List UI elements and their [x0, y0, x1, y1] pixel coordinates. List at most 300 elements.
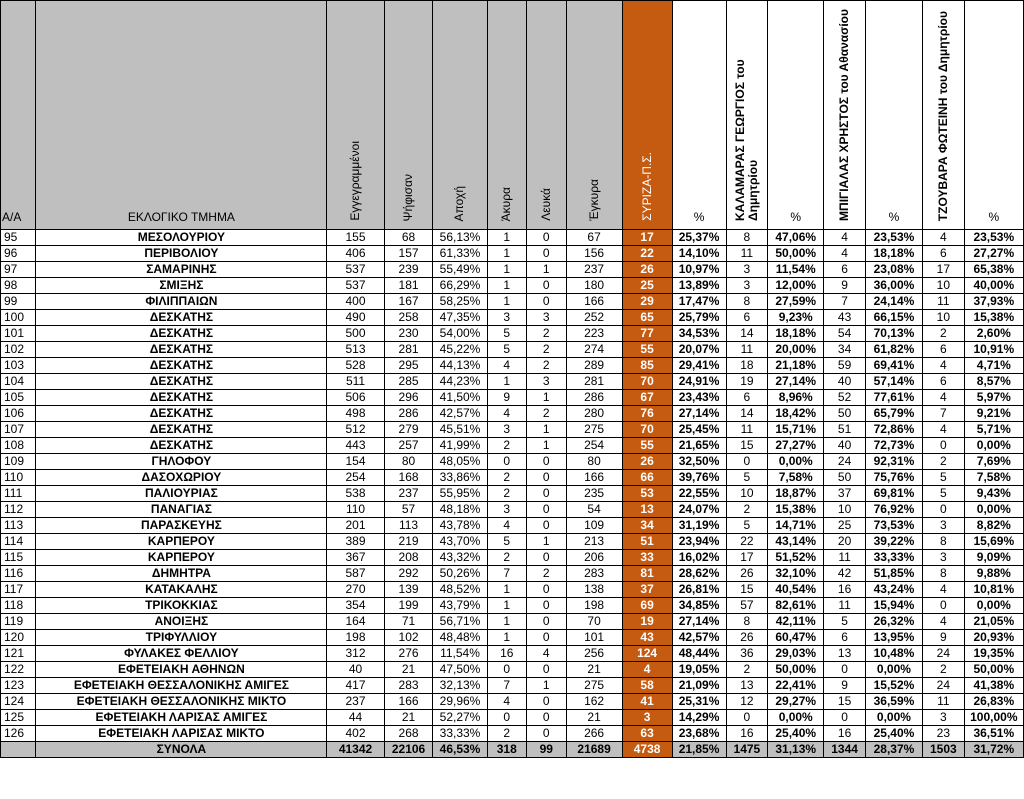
table-row [1, 646, 1024, 662]
row-cand1-pct: 50,00% [768, 246, 824, 262]
row-akyra: 1 [487, 294, 527, 310]
row-syriza: 3 [622, 710, 672, 726]
row-syriza-pct: 10,97% [672, 262, 726, 278]
row-eggegrammenoi: 201 [327, 518, 384, 534]
row-cand2-votes: 6 [824, 262, 866, 278]
row-aa: 106 [1, 406, 36, 422]
row-syriza: 37 [622, 582, 672, 598]
row-cand1-votes: 2 [726, 502, 768, 518]
table-row [1, 534, 1024, 550]
row-egkyra: 213 [566, 534, 622, 550]
row-cand2-votes: 9 [824, 678, 866, 694]
row-psifisan: 257 [384, 438, 433, 454]
row-aa: 105 [1, 390, 36, 406]
total-egkyra: 21689 [566, 742, 622, 758]
row-cand1-pct: 51,52% [768, 550, 824, 566]
row-aa: 112 [1, 502, 36, 518]
table-row [1, 550, 1024, 566]
header-cand3: ΤΖΟΥΒΑΡΑ ΦΩΤΕΙΝΗ του Δημητρίου [923, 1, 965, 230]
row-cand2-votes: 5 [824, 614, 866, 630]
row-tmima: ΤΡΙΚΟΚΚΙΑΣ [36, 598, 327, 614]
row-cand2-pct: 18,18% [865, 246, 922, 262]
row-syriza-pct: 25,45% [672, 422, 726, 438]
row-cand2-pct: 92,31% [865, 454, 922, 470]
row-tmima: ΔΑΣΟΧΩΡΙΟΥ [36, 470, 327, 486]
row-cand2-votes: 34 [824, 342, 866, 358]
header-leyka: Λευκά [527, 1, 567, 230]
row-leyka: 4 [527, 646, 567, 662]
row-syriza: 43 [622, 630, 672, 646]
row-leyka: 0 [527, 598, 567, 614]
row-syriza: 85 [622, 358, 672, 374]
row-cand3-pct: 15,38% [964, 310, 1023, 326]
row-syriza-pct: 16,02% [672, 550, 726, 566]
row-syriza-pct: 31,19% [672, 518, 726, 534]
row-cand2-votes: 4 [824, 230, 866, 246]
row-cand1-pct: 11,54% [768, 262, 824, 278]
row-syriza: 51 [622, 534, 672, 550]
row-cand2-pct: 70,13% [865, 326, 922, 342]
row-egkyra: 198 [566, 598, 622, 614]
row-cand1-votes: 57 [726, 598, 768, 614]
row-syriza-pct: 27,14% [672, 614, 726, 630]
row-apoxi: 43,70% [433, 534, 487, 550]
row-tmima: ΔΕΣΚΑΤΗΣ [36, 358, 327, 374]
row-leyka: 0 [527, 246, 567, 262]
header-cand2: ΜΠΙΓΙΑΛΑΣ ΧΡΗΣΤΟΣ του Αθανασίου [824, 1, 866, 230]
row-tmima: ΔΕΣΚΑΤΗΣ [36, 310, 327, 326]
row-aa: 95 [1, 230, 36, 246]
row-cand1-votes: 13 [726, 678, 768, 694]
row-aa: 111 [1, 486, 36, 502]
row-akyra: 4 [487, 406, 527, 422]
row-eggegrammenoi: 506 [327, 390, 384, 406]
row-eggegrammenoi: 537 [327, 262, 384, 278]
row-apoxi: 61,33% [433, 246, 487, 262]
row-egkyra: 138 [566, 582, 622, 598]
row-eggegrammenoi: 513 [327, 342, 384, 358]
row-leyka: 3 [527, 310, 567, 326]
row-cand3-pct: 7,69% [964, 454, 1023, 470]
row-akyra: 5 [487, 342, 527, 358]
row-cand3-pct: 9,43% [964, 486, 1023, 502]
row-cand2-votes: 0 [824, 710, 866, 726]
header-cand1: ΚΑΛΑΜΑΡΑΣ ΓΕΩΡΓΙΟΣ του Δημητρίου [726, 1, 768, 230]
row-egkyra: 166 [566, 294, 622, 310]
row-eggegrammenoi: 312 [327, 646, 384, 662]
row-cand3-votes: 3 [923, 710, 965, 726]
row-akyra: 1 [487, 582, 527, 598]
row-syriza-pct: 48,44% [672, 646, 726, 662]
row-cand2-votes: 37 [824, 486, 866, 502]
table-row [1, 422, 1024, 438]
row-aa: 110 [1, 470, 36, 486]
row-tmima: ΔΕΣΚΑΤΗΣ [36, 390, 327, 406]
row-apoxi: 43,78% [433, 518, 487, 534]
table-row [1, 358, 1024, 374]
row-tmima: ΑΝΟΙΞΗΣ [36, 614, 327, 630]
totals-row [1, 742, 1024, 758]
row-syriza-pct: 23,94% [672, 534, 726, 550]
row-cand1-votes: 5 [726, 470, 768, 486]
header-syriza: ΣΥΡΙΖΑ-Π.Σ. [622, 1, 672, 230]
row-cand3-votes: 8 [923, 534, 965, 550]
table-row [1, 230, 1024, 246]
row-psifisan: 168 [384, 470, 433, 486]
row-cand1-votes: 26 [726, 566, 768, 582]
row-apoxi: 48,52% [433, 582, 487, 598]
row-cand1-votes: 6 [726, 390, 768, 406]
row-cand3-votes: 24 [923, 678, 965, 694]
row-cand3-votes: 0 [923, 598, 965, 614]
row-apoxi: 58,25% [433, 294, 487, 310]
row-cand2-votes: 40 [824, 438, 866, 454]
table-row [1, 262, 1024, 278]
row-syriza-pct: 17,47% [672, 294, 726, 310]
row-syriza-pct: 39,76% [672, 470, 726, 486]
row-leyka: 0 [527, 518, 567, 534]
header-eggegrammenoi: Εγγεγραμμένοι [327, 1, 384, 230]
row-leyka: 0 [527, 230, 567, 246]
row-tmima: ΕΦΕΤΕΙΑΚΗ ΑΘΗΝΩΝ [36, 662, 327, 678]
row-cand1-pct: 7,58% [768, 470, 824, 486]
row-syriza-pct: 19,05% [672, 662, 726, 678]
row-psifisan: 281 [384, 342, 433, 358]
row-aa: 113 [1, 518, 36, 534]
total-cand1-votes: 1475 [726, 742, 768, 758]
row-egkyra: 280 [566, 406, 622, 422]
row-akyra: 5 [487, 534, 527, 550]
row-egkyra: 206 [566, 550, 622, 566]
row-cand3-votes: 4 [923, 614, 965, 630]
row-eggegrammenoi: 254 [327, 470, 384, 486]
row-cand1-pct: 27,59% [768, 294, 824, 310]
row-leyka: 1 [527, 438, 567, 454]
row-leyka: 0 [527, 454, 567, 470]
row-aa: 98 [1, 278, 36, 294]
row-eggegrammenoi: 417 [327, 678, 384, 694]
row-cand2-votes: 51 [824, 422, 866, 438]
row-cand1-pct: 18,18% [768, 326, 824, 342]
row-leyka: 0 [527, 582, 567, 598]
row-cand2-votes: 13 [824, 646, 866, 662]
row-cand3-pct: 41,38% [964, 678, 1023, 694]
row-egkyra: 54 [566, 502, 622, 518]
row-cand2-pct: 36,00% [865, 278, 922, 294]
row-aa: 115 [1, 550, 36, 566]
row-psifisan: 239 [384, 262, 433, 278]
row-cand2-votes: 7 [824, 294, 866, 310]
header-pct-cand1: % [768, 1, 824, 230]
row-cand3-votes: 6 [923, 342, 965, 358]
row-psifisan: 199 [384, 598, 433, 614]
row-cand3-pct: 50,00% [964, 662, 1023, 678]
row-syriza: 17 [622, 230, 672, 246]
row-aa: 122 [1, 662, 36, 678]
row-cand1-votes: 11 [726, 246, 768, 262]
row-egkyra: 223 [566, 326, 622, 342]
row-cand2-pct: 15,94% [865, 598, 922, 614]
row-cand3-pct: 5,97% [964, 390, 1023, 406]
row-psifisan: 166 [384, 694, 433, 710]
row-cand3-pct: 26,83% [964, 694, 1023, 710]
row-cand2-votes: 0 [824, 662, 866, 678]
row-syriza: 69 [622, 598, 672, 614]
row-syriza: 55 [622, 438, 672, 454]
row-akyra: 2 [487, 470, 527, 486]
row-syriza-pct: 24,91% [672, 374, 726, 390]
total-psifisan: 22106 [384, 742, 433, 758]
row-egkyra: 235 [566, 486, 622, 502]
row-apoxi: 48,48% [433, 630, 487, 646]
row-cand1-votes: 11 [726, 342, 768, 358]
row-egkyra: 274 [566, 342, 622, 358]
row-aa: 107 [1, 422, 36, 438]
row-cand1-votes: 8 [726, 230, 768, 246]
row-egkyra: 283 [566, 566, 622, 582]
row-cand1-pct: 0,00% [768, 454, 824, 470]
table-row [1, 294, 1024, 310]
total-aa [1, 742, 36, 758]
row-egkyra: 21 [566, 710, 622, 726]
row-cand1-pct: 21,18% [768, 358, 824, 374]
row-psifisan: 219 [384, 534, 433, 550]
row-eggegrammenoi: 490 [327, 310, 384, 326]
row-psifisan: 296 [384, 390, 433, 406]
row-aa: 96 [1, 246, 36, 262]
row-eggegrammenoi: 443 [327, 438, 384, 454]
row-psifisan: 113 [384, 518, 433, 534]
row-leyka: 3 [527, 374, 567, 390]
row-tmima: ΔΕΣΚΑΤΗΣ [36, 342, 327, 358]
row-egkyra: 286 [566, 390, 622, 406]
row-cand2-votes: 6 [824, 630, 866, 646]
row-cand2-votes: 42 [824, 566, 866, 582]
header-apoxi: Αποχή [433, 1, 487, 230]
row-cand1-votes: 18 [726, 358, 768, 374]
header-akyra: Άκυρα [487, 1, 527, 230]
row-cand1-votes: 2 [726, 662, 768, 678]
row-psifisan: 268 [384, 726, 433, 742]
row-syriza-pct: 29,41% [672, 358, 726, 374]
row-syriza: 33 [622, 550, 672, 566]
row-akyra: 9 [487, 390, 527, 406]
row-syriza: 53 [622, 486, 672, 502]
row-syriza: 34 [622, 518, 672, 534]
row-psifisan: 292 [384, 566, 433, 582]
row-cand1-votes: 14 [726, 326, 768, 342]
row-aa: 116 [1, 566, 36, 582]
table-row [1, 390, 1024, 406]
row-leyka: 0 [527, 662, 567, 678]
row-aa: 103 [1, 358, 36, 374]
row-tmima: ΕΦΕΤΕΙΑΚΗ ΛΑΡΙΣΑΣ ΑΜΙΓΕΣ [36, 710, 327, 726]
row-akyra: 16 [487, 646, 527, 662]
row-psifisan: 286 [384, 406, 433, 422]
table-row [1, 662, 1024, 678]
row-leyka: 2 [527, 326, 567, 342]
row-cand3-pct: 9,88% [964, 566, 1023, 582]
row-eggegrammenoi: 367 [327, 550, 384, 566]
row-eggegrammenoi: 44 [327, 710, 384, 726]
row-egkyra: 101 [566, 630, 622, 646]
row-akyra: 1 [487, 614, 527, 630]
row-cand3-votes: 11 [923, 294, 965, 310]
row-cand1-pct: 47,06% [768, 230, 824, 246]
row-syriza: 77 [622, 326, 672, 342]
row-cand3-votes: 5 [923, 486, 965, 502]
row-cand2-pct: 39,22% [865, 534, 922, 550]
row-egkyra: 252 [566, 310, 622, 326]
row-apoxi: 55,95% [433, 486, 487, 502]
row-syriza-pct: 23,43% [672, 390, 726, 406]
row-syriza: 65 [622, 310, 672, 326]
row-tmima: ΦΙΛΙΠΠΑΙΩΝ [36, 294, 327, 310]
row-cand2-votes: 50 [824, 406, 866, 422]
row-cand2-pct: 73,53% [865, 518, 922, 534]
row-cand3-votes: 0 [923, 438, 965, 454]
total-cand3-pct: 31,72% [964, 742, 1023, 758]
table-row [1, 326, 1024, 342]
row-syriza: 124 [622, 646, 672, 662]
row-syriza-pct: 21,65% [672, 438, 726, 454]
row-cand3-pct: 9,09% [964, 550, 1023, 566]
row-apoxi: 45,22% [433, 342, 487, 358]
row-cand2-votes: 16 [824, 582, 866, 598]
row-akyra: 2 [487, 438, 527, 454]
row-apoxi: 47,50% [433, 662, 487, 678]
row-cand1-pct: 22,41% [768, 678, 824, 694]
table-row [1, 454, 1024, 470]
row-syriza-pct: 23,68% [672, 726, 726, 742]
table-row [1, 582, 1024, 598]
row-eggegrammenoi: 498 [327, 406, 384, 422]
row-psifisan: 68 [384, 230, 433, 246]
row-egkyra: 275 [566, 678, 622, 694]
row-apoxi: 56,13% [433, 230, 487, 246]
row-syriza: 25 [622, 278, 672, 294]
row-psifisan: 258 [384, 310, 433, 326]
row-eggegrammenoi: 406 [327, 246, 384, 262]
row-syriza: 29 [622, 294, 672, 310]
row-cand2-votes: 11 [824, 550, 866, 566]
row-tmima: ΤΡΙΦΥΛΛΙΟΥ [36, 630, 327, 646]
row-egkyra: 180 [566, 278, 622, 294]
table-row [1, 694, 1024, 710]
row-syriza-pct: 26,81% [672, 582, 726, 598]
row-cand3-votes: 10 [923, 278, 965, 294]
row-apoxi: 52,27% [433, 710, 487, 726]
row-tmima: ΚΑΡΠΕΡΟΥ [36, 534, 327, 550]
row-cand1-pct: 9,23% [768, 310, 824, 326]
header-tmima: ΕΚΛΟΓΙΚΟ ΤΜΗΜΑ [36, 1, 327, 230]
row-cand2-votes: 9 [824, 278, 866, 294]
row-eggegrammenoi: 500 [327, 326, 384, 342]
row-cand3-votes: 10 [923, 310, 965, 326]
row-cand3-votes: 0 [923, 502, 965, 518]
row-cand1-pct: 15,71% [768, 422, 824, 438]
row-akyra: 4 [487, 358, 527, 374]
row-cand1-votes: 8 [726, 294, 768, 310]
row-cand1-pct: 50,00% [768, 662, 824, 678]
row-apoxi: 44,23% [433, 374, 487, 390]
row-cand3-votes: 8 [923, 566, 965, 582]
row-cand1-votes: 3 [726, 262, 768, 278]
row-syriza-pct: 42,57% [672, 630, 726, 646]
row-cand2-pct: 43,24% [865, 582, 922, 598]
row-cand1-pct: 43,14% [768, 534, 824, 550]
row-leyka: 1 [527, 422, 567, 438]
row-apoxi: 41,50% [433, 390, 487, 406]
row-cand3-pct: 8,82% [964, 518, 1023, 534]
row-cand2-pct: 72,73% [865, 438, 922, 454]
row-psifisan: 181 [384, 278, 433, 294]
row-cand2-votes: 59 [824, 358, 866, 374]
row-psifisan: 21 [384, 710, 433, 726]
row-cand1-pct: 42,11% [768, 614, 824, 630]
table-row [1, 246, 1024, 262]
table-row [1, 630, 1024, 646]
row-cand3-pct: 7,58% [964, 470, 1023, 486]
row-cand1-pct: 27,14% [768, 374, 824, 390]
row-cand2-pct: 69,81% [865, 486, 922, 502]
row-cand3-votes: 24 [923, 646, 965, 662]
row-syriza: 22 [622, 246, 672, 262]
row-cand3-votes: 6 [923, 246, 965, 262]
row-cand3-pct: 21,05% [964, 614, 1023, 630]
row-tmima: ΠΑΝΑΓΙΑΣ [36, 502, 327, 518]
row-aa: 108 [1, 438, 36, 454]
row-cand2-pct: 23,53% [865, 230, 922, 246]
row-cand3-pct: 0,00% [964, 598, 1023, 614]
row-apoxi: 43,79% [433, 598, 487, 614]
row-apoxi: 42,57% [433, 406, 487, 422]
row-eggegrammenoi: 528 [327, 358, 384, 374]
row-egkyra: 162 [566, 694, 622, 710]
row-cand3-votes: 2 [923, 454, 965, 470]
total-syriza-pct: 21,85% [672, 742, 726, 758]
row-cand3-votes: 4 [923, 582, 965, 598]
row-syriza-pct: 14,10% [672, 246, 726, 262]
row-cand3-pct: 0,00% [964, 502, 1023, 518]
row-cand3-votes: 6 [923, 374, 965, 390]
row-eggegrammenoi: 511 [327, 374, 384, 390]
row-cand3-pct: 2,60% [964, 326, 1023, 342]
row-cand1-pct: 60,47% [768, 630, 824, 646]
header-pct-cand3: % [964, 1, 1023, 230]
row-cand1-pct: 18,42% [768, 406, 824, 422]
row-akyra: 0 [487, 662, 527, 678]
row-syriza: 76 [622, 406, 672, 422]
row-cand2-votes: 25 [824, 518, 866, 534]
total-cand3-votes: 1503 [923, 742, 965, 758]
total-cand1-pct: 31,13% [768, 742, 824, 758]
row-psifisan: 157 [384, 246, 433, 262]
row-akyra: 5 [487, 326, 527, 342]
row-eggegrammenoi: 389 [327, 534, 384, 550]
row-leyka: 0 [527, 502, 567, 518]
row-leyka: 2 [527, 358, 567, 374]
row-cand1-votes: 17 [726, 550, 768, 566]
row-cand1-pct: 32,10% [768, 566, 824, 582]
row-syriza: 19 [622, 614, 672, 630]
row-cand2-pct: 75,76% [865, 470, 922, 486]
row-cand3-votes: 4 [923, 230, 965, 246]
row-tmima: ΔΕΣΚΑΤΗΣ [36, 326, 327, 342]
row-cand1-pct: 12,00% [768, 278, 824, 294]
table-row [1, 374, 1024, 390]
row-eggegrammenoi: 537 [327, 278, 384, 294]
